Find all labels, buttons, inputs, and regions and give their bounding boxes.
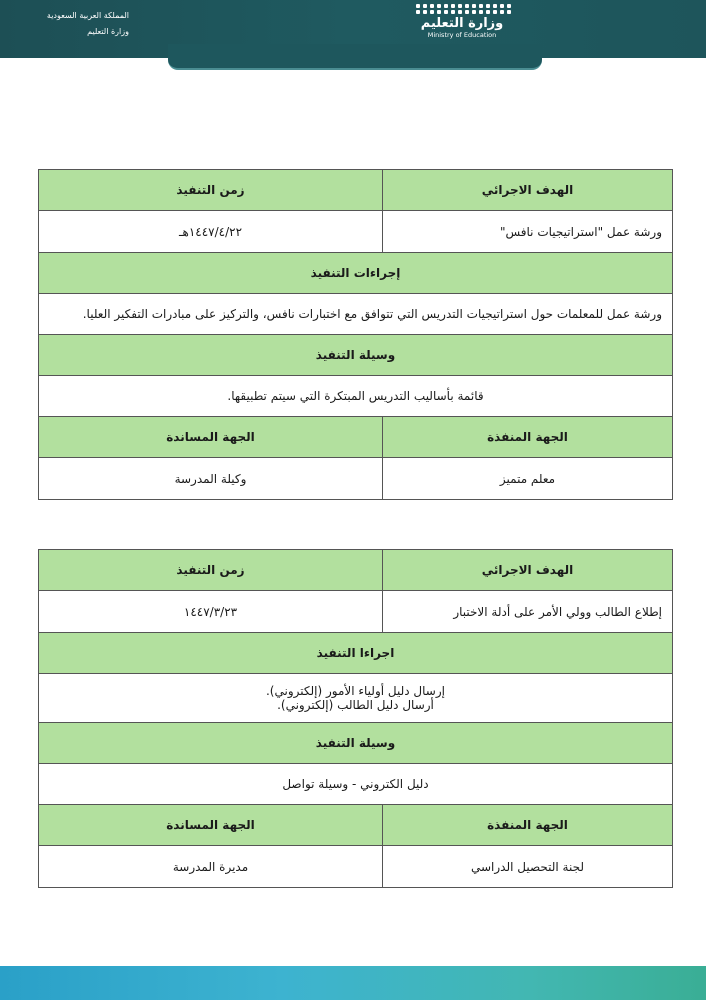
time-header: زمن التنفيذ	[39, 170, 383, 211]
logo-arabic-text: وزارة التعليم	[420, 16, 504, 31]
means-value: دليل الكتروني - وسيلة تواصل	[39, 764, 673, 805]
goal-header: الهدف الاجرائي	[383, 170, 673, 211]
page-header	[0, 0, 706, 58]
plan-table-2	[38, 549, 673, 888]
procedures-header: إجراءات التنفيذ	[39, 253, 673, 294]
procedures-value	[39, 674, 673, 723]
ministry-name: وزارة التعليم	[87, 27, 129, 36]
procedure-line: أرسال دليل الطالب (إلكتروني).	[277, 698, 434, 712]
goal-value: إطلاع الطالب وولي الأمر على أدلة الاختبار	[383, 591, 673, 633]
kingdom-name-block	[9, 8, 129, 40]
page-footer	[0, 966, 706, 1000]
support-value: وكيلة المدرسة	[39, 458, 383, 500]
kingdom-name: المملكة العربية السعودية	[46, 11, 129, 20]
procedures-value	[39, 294, 673, 335]
logo-dots-icon	[416, 4, 516, 16]
executor-value: معلم متميز	[383, 458, 673, 500]
support-header: الجهة المساندة	[39, 417, 383, 458]
plan-table-1	[38, 169, 673, 500]
time-header: زمن التنفيذ	[39, 550, 383, 591]
procedures-header: اجراءا التنفيذ	[39, 633, 673, 674]
executor-value: لجنة التحصيل الدراسي	[383, 846, 673, 888]
means-value: قائمة بأساليب التدريس المبتكرة التي سيتم تطبيقها.	[39, 376, 673, 417]
goal-value: ورشة عمل "استراتيجيات نافس"	[383, 211, 673, 253]
logo-english-text: Ministry of Education	[427, 31, 497, 39]
goal-header: الهدف الاجرائي	[383, 550, 673, 591]
header-tab	[168, 44, 542, 70]
executor-header: الجهة المنفذة	[383, 805, 673, 846]
time-value: ١٤٤٧/٤/٢٢هـ	[39, 211, 383, 253]
time-value: ١٤٤٧/٣/٢٣	[39, 591, 383, 633]
procedure-line: إرسال دليل أولياء الأمور (إلكتروني).	[265, 684, 445, 698]
support-header: الجهة المساندة	[39, 805, 383, 846]
procedure-line: ورشة عمل للمعلمات حول استراتيجيات التدريس التي تتوافق مع اختبارات نافس، والتركيز على مبادرات التفكير العليا.	[82, 307, 662, 321]
means-header: وسيلة التنفيذ	[39, 723, 673, 764]
support-value: مديرة المدرسة	[39, 846, 383, 888]
means-header: وسيلة التنفيذ	[39, 335, 673, 376]
executor-header: الجهة المنفذة	[383, 417, 673, 458]
ministry-logo	[410, 4, 520, 40]
